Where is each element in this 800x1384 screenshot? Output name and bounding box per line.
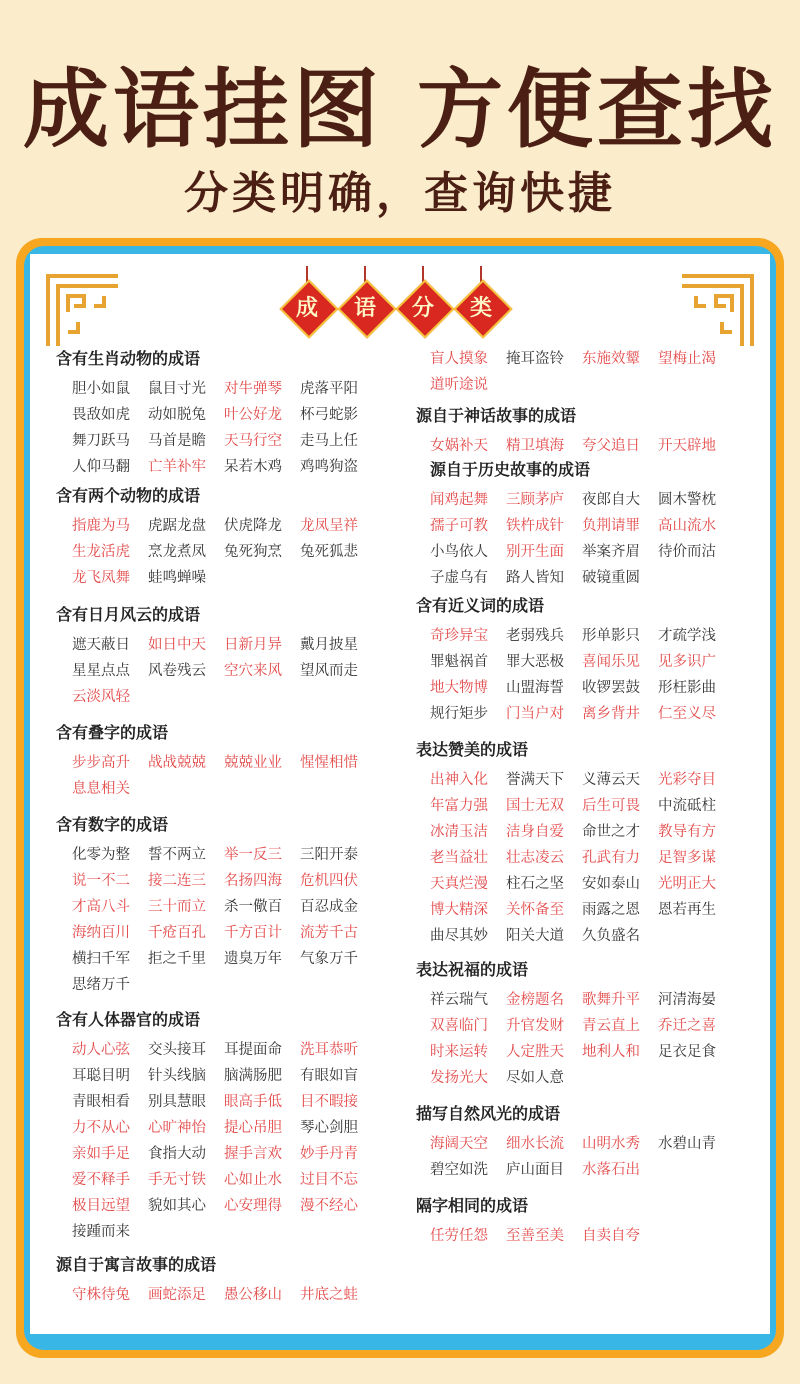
idiom-item: 针头线脑 xyxy=(148,1068,206,1084)
idiom-item: 三顾茅庐 xyxy=(506,492,564,508)
idiom-item: 蛙鸣蝉噪 xyxy=(148,570,206,586)
idiom-grid xyxy=(72,750,376,802)
idiom-grid xyxy=(72,1037,376,1245)
idiom-item: 光彩夺目 xyxy=(658,772,716,788)
idiom-item: 发扬光大 xyxy=(430,1070,488,1086)
hero-title: 成语挂图 方便查找 xyxy=(23,60,777,160)
idiom-item: 人定胜天 xyxy=(506,1044,564,1060)
idiom-item: 教导有方 xyxy=(658,824,716,840)
idiom-item: 过目不忘 xyxy=(300,1172,358,1188)
idiom-item: 龙飞凤舞 xyxy=(72,570,130,586)
idiom-item: 接二连三 xyxy=(148,873,206,889)
idiom-item: 别开生面 xyxy=(506,544,564,560)
idiom-section xyxy=(56,720,376,802)
idiom-item: 流芳千古 xyxy=(300,925,358,941)
section-title: 源自于神话故事的成语 xyxy=(416,406,577,425)
idiom-item: 形枉影曲 xyxy=(658,680,716,696)
idiom-item: 门当户对 xyxy=(506,706,564,722)
idiom-item: 动人心弦 xyxy=(72,1042,130,1058)
idiom-item: 杀一儆百 xyxy=(224,899,282,915)
idiom-item: 东施效颦 xyxy=(582,351,640,367)
idiom-item: 洗耳恭听 xyxy=(300,1042,358,1058)
idiom-item: 破镜重圆 xyxy=(582,570,640,586)
idiom-item: 日新月异 xyxy=(224,637,282,653)
idiom-item: 愚公移山 xyxy=(224,1287,282,1303)
idiom-item: 地利人和 xyxy=(582,1044,640,1060)
lantern-char: 类 xyxy=(469,296,492,321)
idiom-item: 虎踞龙盘 xyxy=(148,518,206,534)
idiom-item: 河清海晏 xyxy=(658,992,716,1008)
idiom-grid xyxy=(72,513,376,591)
idiom-section xyxy=(56,483,376,591)
idiom-section xyxy=(56,812,376,998)
idiom-poster xyxy=(30,254,770,1334)
lantern-char: 成 xyxy=(295,296,318,321)
idiom-item: 乔迁之喜 xyxy=(658,1018,716,1034)
idiom-item: 夜郎自大 xyxy=(582,492,640,508)
lantern-char: 分 xyxy=(411,296,434,321)
idiom-item: 说一不二 xyxy=(72,873,130,889)
lantern-badge xyxy=(458,266,504,346)
idiom-item: 遮天蔽日 xyxy=(72,637,130,653)
idiom-item: 守株待兔 xyxy=(72,1287,130,1303)
section-title: 含有近义词的成语 xyxy=(416,596,545,615)
idiom-item: 兔死狗烹 xyxy=(224,544,282,560)
idiom-item: 有眼如盲 xyxy=(300,1068,358,1084)
idiom-item: 亲如手足 xyxy=(72,1146,130,1162)
idiom-item: 马首是瞻 xyxy=(148,433,206,449)
idiom-item: 才疏学浅 xyxy=(658,628,716,644)
idiom-section xyxy=(416,737,734,949)
idiom-item: 掩耳盗铃 xyxy=(506,351,564,367)
idiom-item: 千疮百孔 xyxy=(148,925,206,941)
idiom-item: 惺惺相惜 xyxy=(300,755,358,771)
idiom-item: 食指大动 xyxy=(148,1146,206,1162)
idiom-item: 待价而沽 xyxy=(658,544,716,560)
idiom-item: 见多识广 xyxy=(658,654,716,670)
idiom-section xyxy=(56,1252,376,1308)
idiom-item: 青眼相看 xyxy=(72,1094,130,1110)
idiom-item: 化零为整 xyxy=(72,847,130,863)
idiom-item: 戴月披星 xyxy=(300,637,358,653)
idiom-item: 奇珍异宝 xyxy=(430,628,488,644)
idiom-item: 叶公好龙 xyxy=(224,407,282,423)
section-title: 含有日月风云的成语 xyxy=(56,605,201,624)
idiom-grid xyxy=(430,987,734,1091)
idiom-item: 地大物博 xyxy=(430,680,488,696)
idiom-item: 夸父追日 xyxy=(582,438,640,454)
idiom-item: 铁杵成针 xyxy=(506,518,564,534)
idiom-item: 壮志凌云 xyxy=(506,850,564,866)
idiom-item: 伏虎降龙 xyxy=(224,518,282,534)
idiom-item: 离乡背井 xyxy=(582,706,640,722)
idiom-item: 亡羊补牢 xyxy=(148,459,206,475)
idiom-item: 规行矩步 xyxy=(430,706,488,722)
idiom-item: 女娲补天 xyxy=(430,438,488,454)
idiom-item: 歌舞升平 xyxy=(582,992,640,1008)
idiom-item: 青云直上 xyxy=(582,1018,640,1034)
idiom-item: 走马上任 xyxy=(300,433,358,449)
idiom-item: 别具慧眼 xyxy=(148,1094,206,1110)
idiom-section xyxy=(416,593,734,727)
idiom-grid xyxy=(430,767,734,949)
idiom-section xyxy=(56,602,376,710)
idiom-item: 后生可畏 xyxy=(582,798,640,814)
idiom-grid xyxy=(430,1223,734,1249)
idiom-item: 百忍成金 xyxy=(300,899,358,915)
idiom-item: 琴心剑胆 xyxy=(300,1120,358,1136)
idiom-item: 对牛弹琴 xyxy=(224,381,282,397)
idiom-item: 老弱残兵 xyxy=(506,628,564,644)
idiom-item: 海纳百川 xyxy=(72,925,130,941)
idiom-item: 虎落平阳 xyxy=(300,381,358,397)
idiom-item: 举案齐眉 xyxy=(582,544,640,560)
idiom-item: 生龙活虎 xyxy=(72,544,130,560)
idiom-item: 动如脱兔 xyxy=(148,407,206,423)
idiom-item: 爱不释手 xyxy=(72,1172,130,1188)
idiom-grid xyxy=(430,433,734,459)
idiom-item: 名扬四海 xyxy=(224,873,282,889)
idiom-item: 天真烂漫 xyxy=(430,876,488,892)
idiom-item: 息息相关 xyxy=(72,781,130,797)
idiom-item: 高山流水 xyxy=(658,518,716,534)
idiom-item: 畏敌如虎 xyxy=(72,407,130,423)
idiom-item: 路人皆知 xyxy=(506,570,564,586)
idiom-item: 罪大恶极 xyxy=(506,654,564,670)
section-title: 含有数字的成语 xyxy=(56,815,169,834)
idiom-item: 千方百计 xyxy=(224,925,282,941)
idiom-item: 双喜临门 xyxy=(430,1018,488,1034)
idiom-item: 貌如其心 xyxy=(148,1198,206,1214)
idiom-item: 曲尽其妙 xyxy=(430,928,488,944)
idiom-item: 兔死狐悲 xyxy=(300,544,358,560)
idiom-item: 战战兢兢 xyxy=(148,755,206,771)
idiom-item: 精卫填海 xyxy=(506,438,564,454)
idiom-item: 足衣足食 xyxy=(658,1044,716,1060)
idiom-item: 步步高升 xyxy=(72,755,130,771)
idiom-grid xyxy=(430,623,734,727)
idiom-item: 仁至义尽 xyxy=(658,706,716,722)
idiom-item: 开天辟地 xyxy=(658,438,716,454)
idiom-item: 遗臭万年 xyxy=(224,951,282,967)
idiom-item: 国士无双 xyxy=(506,798,564,814)
idiom-item: 人仰马翻 xyxy=(72,459,130,475)
idiom-item: 光明正大 xyxy=(658,876,716,892)
idiom-item: 孺子可教 xyxy=(430,518,488,534)
idiom-item: 喜闻乐见 xyxy=(582,654,640,670)
idiom-item: 罪魁祸首 xyxy=(430,654,488,670)
idiom-item: 画蛇添足 xyxy=(148,1287,206,1303)
idiom-item: 足智多谋 xyxy=(658,850,716,866)
idiom-item: 危机四伏 xyxy=(300,873,358,889)
idiom-item: 胆小如鼠 xyxy=(72,381,130,397)
idiom-item: 横扫千军 xyxy=(72,951,130,967)
idiom-item: 誓不两立 xyxy=(148,847,206,863)
idiom-item: 洁身自爱 xyxy=(506,824,564,840)
idiom-item: 圆木警枕 xyxy=(658,492,716,508)
idiom-item: 三阳开泰 xyxy=(300,847,358,863)
idiom-grid xyxy=(430,1131,734,1183)
idiom-item: 道听途说 xyxy=(430,377,488,393)
idiom-item: 老当益壮 xyxy=(430,850,488,866)
section-title: 源自于寓言故事的成语 xyxy=(56,1255,217,1274)
idiom-item: 耳提面命 xyxy=(224,1042,282,1058)
idiom-item: 极目远望 xyxy=(72,1198,130,1214)
idiom-section xyxy=(430,457,734,591)
idiom-section xyxy=(416,957,734,1091)
idiom-item: 鸡鸣狗盗 xyxy=(300,459,358,475)
idiom-item: 博大精深 xyxy=(430,902,488,918)
idiom-item: 望梅止渴 xyxy=(658,351,716,367)
idiom-item: 如日中天 xyxy=(148,637,206,653)
idiom-item: 烹龙煮凤 xyxy=(148,544,206,560)
idiom-item: 空穴来风 xyxy=(224,663,282,679)
idiom-item: 接踵而来 xyxy=(72,1224,130,1240)
idiom-item: 出神入化 xyxy=(430,772,488,788)
idiom-item: 舞刀跃马 xyxy=(72,433,130,449)
idiom-item: 义薄云天 xyxy=(582,772,640,788)
idiom-item: 气象万千 xyxy=(300,951,358,967)
idiom-item: 雨露之恩 xyxy=(582,902,640,918)
idiom-grid xyxy=(430,346,734,398)
section-title: 表达祝福的成语 xyxy=(416,960,529,979)
idiom-item: 三十而立 xyxy=(148,899,206,915)
lantern-badge xyxy=(400,266,446,346)
idiom-item: 天马行空 xyxy=(224,433,282,449)
idiom-section xyxy=(416,346,734,398)
idiom-item: 手无寸铁 xyxy=(148,1172,206,1188)
idiom-item: 呆若木鸡 xyxy=(224,459,282,475)
idiom-item: 盲人摸象 xyxy=(430,351,488,367)
idiom-item: 子虚乌有 xyxy=(430,570,488,586)
idiom-item: 提心吊胆 xyxy=(224,1120,282,1136)
idiom-item: 兢兢业业 xyxy=(224,755,282,771)
idiom-item: 久负盛名 xyxy=(582,928,640,944)
idiom-item: 负荆请罪 xyxy=(582,518,640,534)
idiom-item: 心安理得 xyxy=(224,1198,282,1214)
idiom-item: 心旷神怡 xyxy=(148,1120,206,1136)
idiom-item: 漫不经心 xyxy=(300,1198,358,1214)
idiom-item: 中流砥柱 xyxy=(658,798,716,814)
idiom-item: 耳聪目明 xyxy=(72,1068,130,1084)
idiom-item: 命世之才 xyxy=(582,824,640,840)
idiom-item: 誉满天下 xyxy=(506,772,564,788)
idiom-item: 云淡风轻 xyxy=(72,689,130,705)
idiom-section xyxy=(416,1101,734,1183)
idiom-item: 龙凤呈祥 xyxy=(300,518,358,534)
section-title: 源自于历史故事的成语 xyxy=(430,460,591,479)
idiom-item: 山明水秀 xyxy=(582,1136,640,1152)
idiom-section xyxy=(56,1007,376,1245)
section-title: 隔字相同的成语 xyxy=(416,1196,529,1215)
section-title: 含有生肖动物的成语 xyxy=(56,349,201,368)
hero-subtitle: 分类明确，查询快捷 xyxy=(184,168,616,219)
section-title: 含有叠字的成语 xyxy=(56,723,169,742)
idiom-item: 尽如人意 xyxy=(506,1070,564,1086)
idiom-item: 水碧山青 xyxy=(658,1136,716,1152)
idiom-item: 目不暇接 xyxy=(300,1094,358,1110)
idiom-item: 柱石之坚 xyxy=(506,876,564,892)
idiom-item: 恩若再生 xyxy=(658,902,716,918)
idiom-item: 鼠目寸光 xyxy=(148,381,206,397)
idiom-item: 金榜题名 xyxy=(506,992,564,1008)
idiom-section xyxy=(416,1193,734,1249)
idiom-item: 孔武有力 xyxy=(582,850,640,866)
idiom-grid xyxy=(430,487,734,591)
idiom-item: 形单影只 xyxy=(582,628,640,644)
idiom-item: 自卖自夸 xyxy=(582,1228,640,1244)
idiom-item: 风卷残云 xyxy=(148,663,206,679)
idiom-item: 时来运转 xyxy=(430,1044,488,1060)
section-title: 含有两个动物的成语 xyxy=(56,486,201,505)
section-title: 表达赞美的成语 xyxy=(416,740,529,759)
idiom-item: 至善至美 xyxy=(506,1228,564,1244)
idiom-item: 细水长流 xyxy=(506,1136,564,1152)
idiom-item: 关怀备至 xyxy=(506,902,564,918)
idiom-item: 思绪万千 xyxy=(72,977,130,993)
idiom-item: 杯弓蛇影 xyxy=(300,407,358,423)
idiom-grid xyxy=(72,842,376,998)
idiom-item: 脑满肠肥 xyxy=(224,1068,282,1084)
idiom-item: 井底之蛙 xyxy=(300,1287,358,1303)
idiom-item: 冰清玉洁 xyxy=(430,824,488,840)
idiom-item: 指鹿为马 xyxy=(72,518,130,534)
idiom-grid xyxy=(72,376,376,480)
idiom-item: 水落石出 xyxy=(582,1162,640,1178)
idiom-item: 星星点点 xyxy=(72,663,130,679)
lantern-badge xyxy=(342,266,388,346)
title-lanterns xyxy=(30,266,770,346)
idiom-item: 任劳任怨 xyxy=(430,1228,488,1244)
idiom-item: 庐山面目 xyxy=(506,1162,564,1178)
lantern-badge xyxy=(284,266,330,346)
lantern-char: 语 xyxy=(353,296,376,321)
idiom-item: 眼高手低 xyxy=(224,1094,282,1110)
idiom-grid xyxy=(72,1282,376,1308)
idiom-grid xyxy=(72,632,376,710)
idiom-item: 交头接耳 xyxy=(148,1042,206,1058)
idiom-item: 力不从心 xyxy=(72,1120,130,1136)
idiom-item: 拒之千里 xyxy=(148,951,206,967)
idiom-item: 海阔天空 xyxy=(430,1136,488,1152)
section-title: 含有人体器官的成语 xyxy=(56,1010,201,1029)
idiom-item: 小鸟依人 xyxy=(430,544,488,560)
idiom-section xyxy=(56,346,376,480)
idiom-item: 闻鸡起舞 xyxy=(430,492,488,508)
idiom-item: 升官发财 xyxy=(506,1018,564,1034)
idiom-item: 心如止水 xyxy=(224,1172,282,1188)
idiom-item: 举一反三 xyxy=(224,847,282,863)
idiom-item: 年富力强 xyxy=(430,798,488,814)
idiom-item: 阳关大道 xyxy=(506,928,564,944)
idiom-item: 望风而走 xyxy=(300,663,358,679)
idiom-item: 收锣罢鼓 xyxy=(582,680,640,696)
idiom-item: 妙手丹青 xyxy=(300,1146,358,1162)
idiom-item: 碧空如洗 xyxy=(430,1162,488,1178)
idiom-item: 握手言欢 xyxy=(224,1146,282,1162)
idiom-item: 祥云瑞气 xyxy=(430,992,488,1008)
idiom-section xyxy=(416,403,734,459)
idiom-item: 山盟海誓 xyxy=(506,680,564,696)
idiom-item: 才高八斗 xyxy=(72,899,130,915)
section-title: 描写自然风光的成语 xyxy=(416,1104,561,1123)
idiom-item: 安如泰山 xyxy=(582,876,640,892)
